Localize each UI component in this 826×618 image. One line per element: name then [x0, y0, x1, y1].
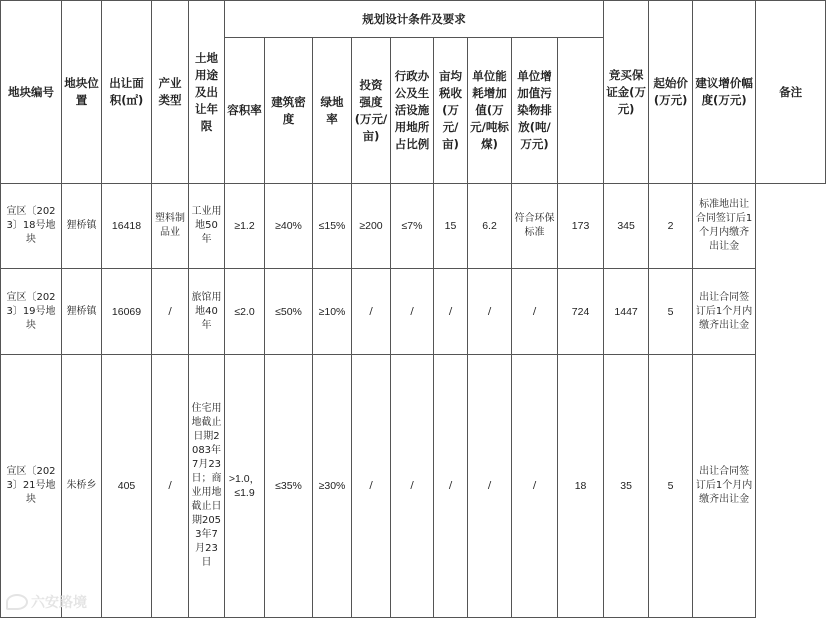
cell-location: 狸桥镇 — [62, 184, 102, 269]
header-increment: 建议增价幅度(万元) — [693, 1, 756, 184]
cell-admin-ratio: / — [391, 355, 434, 618]
cell-location: 朱桥乡 — [62, 355, 102, 618]
cell-investment: / — [352, 269, 391, 355]
cell-plot-ratio: >1.0，≤1.9 — [225, 355, 265, 618]
cell-admin-ratio: / — [391, 269, 434, 355]
header-location: 地块位置 — [62, 1, 102, 184]
cell-deposit: 18 — [558, 355, 604, 618]
cell-plot-ratio: ≤2.0 — [225, 269, 265, 355]
cell-investment: ≥200 — [352, 184, 391, 269]
cell-building-density: ≤50% — [265, 269, 313, 355]
header-industry: 产业类型 — [152, 1, 189, 184]
cell-start-price: 345 — [604, 184, 649, 269]
watermark-text: 六安路境 — [31, 595, 87, 611]
cell-tax: / — [434, 269, 468, 355]
cell-location: 狸桥镇 — [62, 269, 102, 355]
cell-industry: / — [152, 355, 189, 618]
cell-area: 405 — [102, 355, 152, 618]
cell-pollution: / — [512, 355, 558, 618]
header-planning-group: 规划设计条件及要求 — [225, 1, 604, 38]
cell-deposit: 724 — [558, 269, 604, 355]
header-building-density: 建筑密度 — [265, 38, 313, 184]
cell-pollution: 符合环保标准 — [512, 184, 558, 269]
cell-tax: / — [434, 355, 468, 618]
header-tax: 亩均税收(万元/亩) — [434, 38, 468, 184]
cell-start-price: 1447 — [604, 269, 649, 355]
cell-building-density: ≤35% — [265, 355, 313, 618]
header-deposit: 竞买保证金(万元) — [604, 1, 649, 184]
header-start-price: 起始价(万元) — [649, 1, 693, 184]
table-row — [1, 269, 826, 355]
header-green-ratio: 绿地率 — [313, 38, 352, 184]
cell-green-ratio: ≤15% — [313, 184, 352, 269]
header-investment: 投资强度(万元/亩) — [352, 38, 391, 184]
table-row — [1, 184, 826, 269]
cell-parcel-no: 宣区〔2023〕19号地块 — [1, 269, 62, 355]
cell-industry: 塑料制品业 — [152, 184, 189, 269]
cell-remarks: 出让合同签订后1个月内缴齐出让金 — [693, 355, 756, 618]
header-row-1 — [1, 1, 826, 38]
header-pollution: 单位增加值污染物排放(吨/万元) — [512, 38, 558, 184]
cell-plot-ratio: ≥1.2 — [225, 184, 265, 269]
cell-industry: / — [152, 269, 189, 355]
cell-building-density: ≥40% — [265, 184, 313, 269]
header-parcel-no: 地块编号 — [1, 1, 62, 184]
cell-admin-ratio: ≤7% — [391, 184, 434, 269]
watermark — [6, 592, 87, 612]
cell-remarks: 出让合同签订后1个月内缴齐出让金 — [693, 269, 756, 355]
header-area: 出让面积(㎡) — [102, 1, 152, 184]
header-energy: 单位能耗增加值(万元/吨标煤) — [468, 38, 512, 184]
header-plot-ratio: 容积率 — [225, 38, 265, 184]
cell-remarks: 标准地出让 合同签订后1个月内缴齐出让金 — [693, 184, 756, 269]
cell-area: 16069 — [102, 269, 152, 355]
cell-start-price: 35 — [604, 355, 649, 618]
header-admin-ratio: 行政办公及生活设施用地所占比例 — [391, 38, 434, 184]
cell-land-use: 工业用地50年 — [189, 184, 225, 269]
cell-increment: 5 — [649, 355, 693, 618]
cell-land-use: 旅馆用地40年 — [189, 269, 225, 355]
watermark-logo-icon — [6, 594, 28, 610]
cell-energy: 6.2 — [468, 184, 512, 269]
cell-area: 16418 — [102, 184, 152, 269]
header-land-use: 土地用途及出让年限 — [189, 1, 225, 184]
header-remarks: 备注 — [756, 1, 826, 184]
cell-green-ratio: ≥10% — [313, 269, 352, 355]
cell-green-ratio: ≥30% — [313, 355, 352, 618]
cell-deposit: 173 — [558, 184, 604, 269]
cell-energy: / — [468, 269, 512, 355]
table-row — [1, 355, 826, 618]
cell-increment: 2 — [649, 184, 693, 269]
cell-parcel-no: 宣区〔2023〕21号地块 — [1, 355, 62, 618]
cell-investment: / — [352, 355, 391, 618]
cell-pollution: / — [512, 269, 558, 355]
cell-increment: 5 — [649, 269, 693, 355]
cell-energy: / — [468, 355, 512, 618]
cell-tax: 15 — [434, 184, 468, 269]
cell-land-use: 住宅用地截止日期2083年7月23日；商业用地截止日期2053年7月23日 — [189, 355, 225, 618]
cell-parcel-no: 宣区〔2023〕18号地块 — [1, 184, 62, 269]
